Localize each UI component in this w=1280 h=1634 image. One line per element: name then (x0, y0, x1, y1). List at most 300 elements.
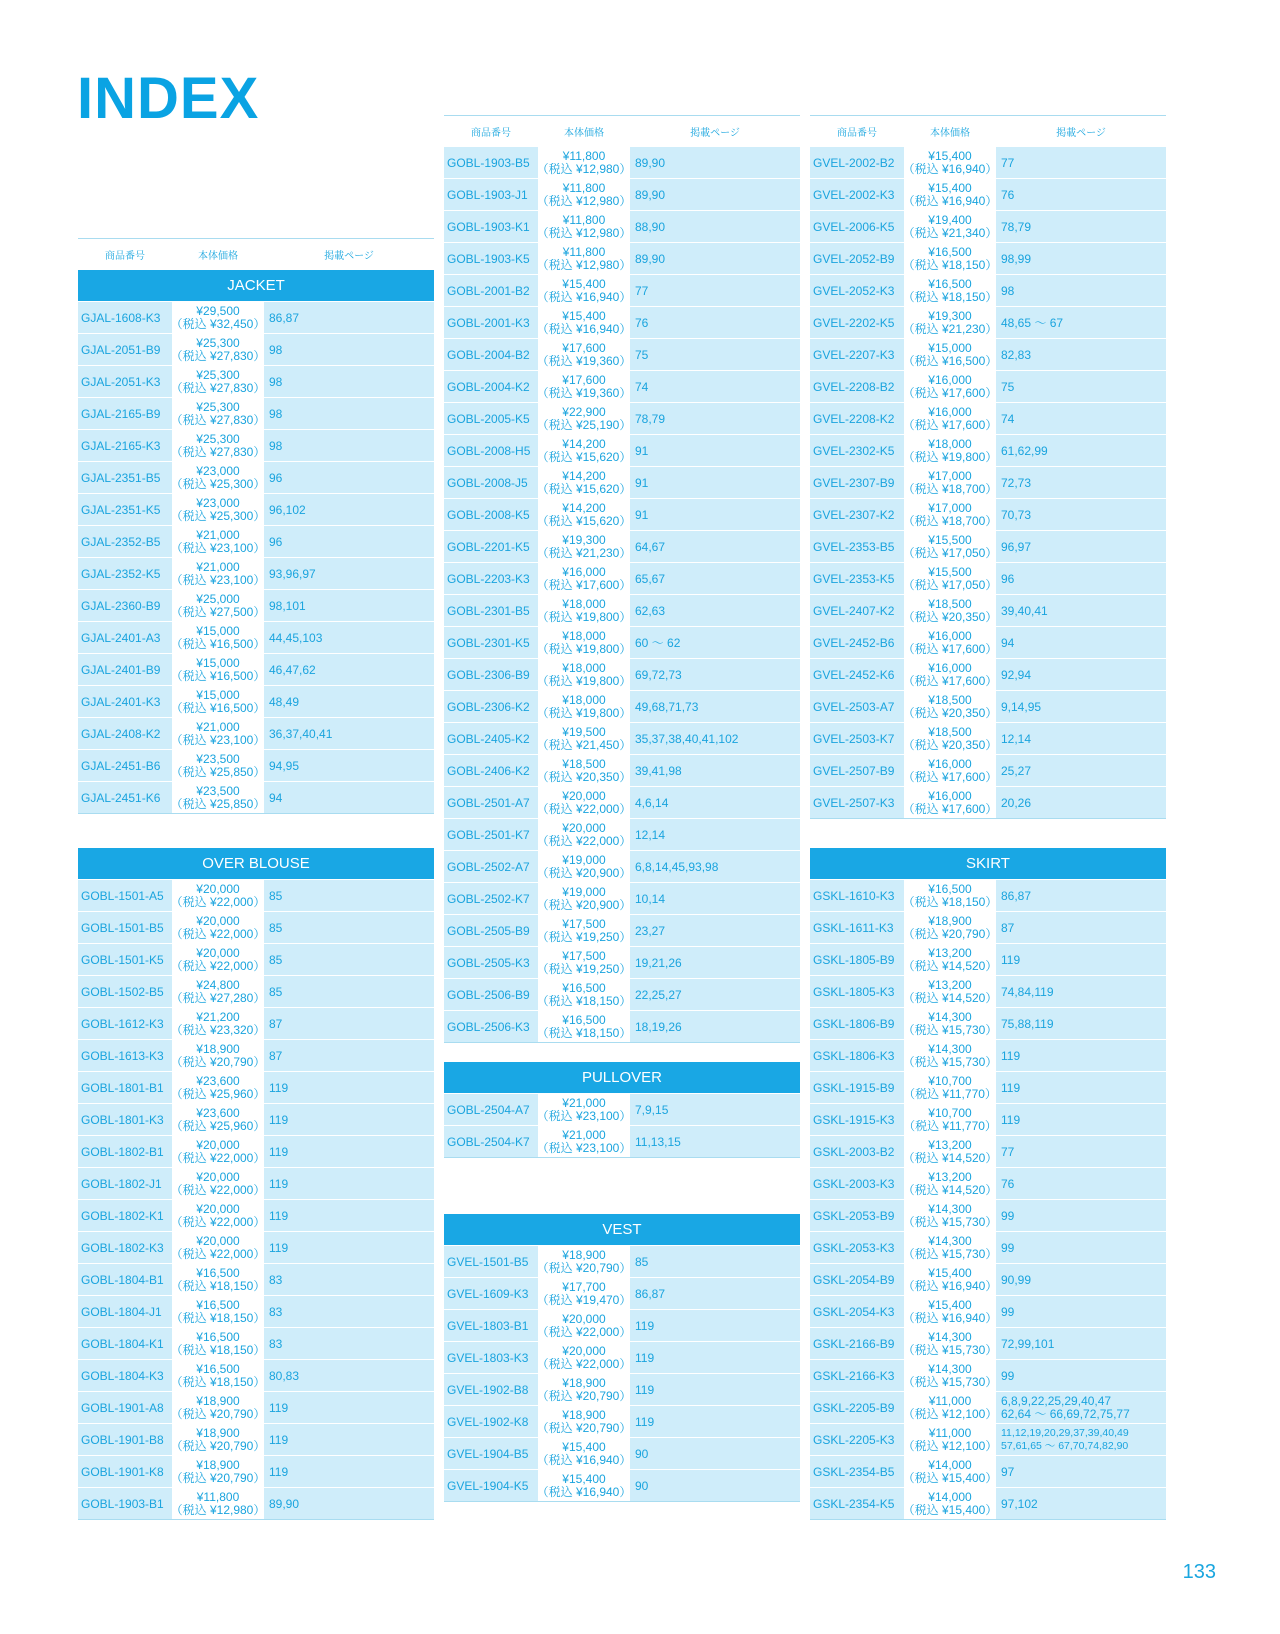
tax-included-price: （税込 ¥21,340） (902, 225, 998, 240)
base-price: ¥16,500 (196, 1297, 240, 1312)
base-price: ¥18,000 (562, 596, 606, 611)
tax-included-price: （税込 ¥22,000） (170, 1246, 266, 1261)
product-code: GVEL-1904-B5 (447, 1446, 529, 1461)
table-row (810, 211, 1166, 243)
product-code: GVEL-2006-K5 (813, 219, 895, 234)
base-price: ¥20,000 (196, 945, 240, 960)
base-price: ¥23,600 (196, 1105, 240, 1120)
base-price: ¥20,000 (196, 1169, 240, 1184)
tax-included-price: （税込 ¥19,250） (536, 929, 632, 944)
base-price: ¥18,500 (928, 692, 972, 707)
tax-included-price: （税込 ¥15,730） (902, 1246, 998, 1261)
table-row (444, 691, 800, 723)
page-numbers: 89,90 (269, 1496, 300, 1511)
base-price: ¥15,000 (196, 655, 240, 670)
price-cell (538, 1470, 630, 1501)
page-numbers: 46,47,62 (269, 662, 316, 677)
base-price: ¥19,300 (562, 532, 606, 547)
product-code: GOBL-1802-B1 (81, 1144, 164, 1159)
product-code: GOBL-2301-B5 (447, 603, 530, 618)
price-cell (172, 1296, 264, 1327)
product-code: GSKL-2354-B5 (813, 1464, 895, 1479)
base-price: ¥16,500 (562, 1012, 606, 1027)
product-code: GJAL-2401-A3 (81, 630, 161, 645)
tax-included-price: （税込 ¥25,850） (170, 796, 266, 811)
product-code: GOBL-2306-B9 (447, 667, 530, 682)
product-code: GJAL-2401-K3 (81, 694, 161, 709)
tax-included-price: （税込 ¥14,520） (902, 1182, 998, 1197)
table-row (78, 334, 434, 366)
table-row (810, 147, 1166, 179)
page-numbers: 22,25,27 (635, 987, 682, 1002)
tax-included-price: （税込 ¥22,000） (536, 833, 632, 848)
skirt-block (810, 848, 1166, 1520)
tax-included-price: （税込 ¥16,940） (902, 1278, 998, 1293)
product-code: GOBL-1502-B5 (81, 984, 164, 999)
header-code: 商品番号 (837, 128, 877, 139)
tax-included-price: （税込 ¥20,790） (536, 1260, 632, 1275)
page-numbers-line1: 11,12,19,20,29,37,39,40,49 (1001, 1426, 1129, 1439)
base-price: ¥16,500 (928, 881, 972, 896)
page-numbers-line1: 6,8,9,22,25,29,40,47 (1001, 1393, 1112, 1408)
page-numbers: 89,90 (635, 155, 666, 170)
tax-included-price: （税込 ¥18,700） (902, 481, 998, 496)
base-price: ¥25,300 (196, 335, 240, 350)
product-code: GSKL-2003-B2 (813, 1144, 895, 1159)
page-numbers: 119 (1001, 952, 1021, 967)
base-price: ¥20,000 (196, 1233, 240, 1248)
table-row (78, 1232, 434, 1264)
page-numbers: 96 (269, 470, 283, 485)
tax-included-price: （税込 ¥15,400） (902, 1470, 998, 1485)
table-row (78, 558, 434, 590)
page-numbers: 76 (1001, 1176, 1015, 1191)
page-numbers: 70,73 (1001, 507, 1032, 522)
product-code: GVEL-2207-K3 (813, 347, 895, 362)
table-row (78, 782, 434, 814)
tax-included-price: （税込 ¥19,800） (536, 673, 632, 688)
product-code: GVEL-1904-K5 (447, 1478, 529, 1493)
table-row (444, 1094, 800, 1126)
table-row (444, 339, 800, 371)
base-price: ¥16,500 (196, 1329, 240, 1344)
price-cell (172, 1392, 264, 1423)
product-code: GSKL-1805-B9 (813, 952, 895, 967)
base-price: ¥14,200 (562, 468, 606, 483)
price-cell (172, 366, 264, 397)
table-row (444, 627, 800, 659)
base-price: ¥21,000 (562, 1127, 606, 1142)
product-code: GSKL-2166-K3 (813, 1368, 895, 1383)
base-price: ¥14,300 (928, 1009, 972, 1024)
page-numbers: 90 (635, 1446, 649, 1461)
table-row (78, 944, 434, 976)
product-code: GOBL-1903-K1 (447, 219, 530, 234)
tax-included-price: （税込 ¥17,600） (902, 801, 998, 816)
base-price: ¥13,200 (928, 1137, 972, 1152)
table-row (444, 563, 800, 595)
table-row (78, 654, 434, 686)
page-numbers: 119 (269, 1144, 289, 1159)
product-code: GOBL-1901-B8 (81, 1432, 164, 1447)
product-code: GOBL-1801-K3 (81, 1112, 164, 1127)
header-price: 本体価格 (930, 128, 970, 139)
column-header (78, 238, 434, 270)
price-cell (172, 750, 264, 781)
price-cell (904, 339, 996, 370)
price-cell (904, 275, 996, 306)
page-numbers: 44,45,103 (269, 630, 323, 645)
price-cell (538, 563, 630, 594)
product-code: GJAL-2408-K2 (81, 726, 161, 741)
tax-included-price: （税込 ¥17,050） (902, 545, 998, 560)
header-code: 商品番号 (105, 251, 145, 262)
tax-included-price: （税込 ¥14,520） (902, 990, 998, 1005)
tax-included-price: （税込 ¥23,100） (170, 572, 266, 587)
page-numbers: 62,63 (635, 603, 666, 618)
tax-included-price: （税込 ¥18,150） (902, 894, 998, 909)
price-cell (904, 627, 996, 658)
product-code: GOBL-1804-J1 (81, 1304, 162, 1319)
table-row (810, 1488, 1166, 1520)
base-price: ¥15,400 (562, 1439, 606, 1454)
table-row (810, 243, 1166, 275)
product-code: GOBL-1901-K8 (81, 1464, 164, 1479)
price-cell (904, 1328, 996, 1359)
tax-included-price: （税込 ¥21,230） (902, 321, 998, 336)
price-cell (538, 851, 630, 882)
tax-included-price: （税込 ¥20,790） (902, 926, 998, 941)
price-cell (172, 1040, 264, 1071)
table-row (810, 1392, 1166, 1424)
base-price: ¥16,000 (928, 372, 972, 387)
base-price: ¥18,900 (928, 913, 972, 928)
page-numbers: 49,68,71,73 (635, 699, 699, 714)
tax-included-price: （税込 ¥15,620） (536, 513, 632, 528)
product-code: GJAL-2352-K5 (81, 566, 161, 581)
page-numbers: 19,21,26 (635, 955, 682, 970)
tax-included-price: （税込 ¥25,850） (170, 764, 266, 779)
page-numbers: 48,65 ～ 67 (1001, 316, 1064, 330)
table-row (78, 750, 434, 782)
product-code: GJAL-2165-K3 (81, 438, 161, 453)
page-numbers: 85 (269, 920, 283, 935)
base-price: ¥21,200 (196, 1009, 240, 1024)
tax-included-price: （税込 ¥25,960） (170, 1118, 266, 1133)
tax-included-price: （税込 ¥16,940） (536, 1452, 632, 1467)
header-page: 掲載ページ (1056, 128, 1106, 139)
price-cell (904, 1072, 996, 1103)
category-skirt: SKIRT (810, 848, 1166, 880)
price-cell (538, 755, 630, 786)
price-cell (904, 1296, 996, 1327)
page-numbers: 25,27 (1001, 763, 1032, 778)
over-blouse-continued-block (444, 115, 800, 1043)
base-price: ¥21,000 (562, 1095, 606, 1110)
table-row (444, 1246, 800, 1278)
price-cell (904, 435, 996, 466)
tax-included-price: （税込 ¥20,350） (902, 705, 998, 720)
page-numbers: 94,95 (269, 758, 300, 773)
page-numbers: 119 (269, 1464, 289, 1479)
product-code: GOBL-2201-K5 (447, 539, 530, 554)
base-price: ¥18,500 (928, 596, 972, 611)
tax-included-price: （税込 ¥17,600） (902, 417, 998, 432)
product-code: GSKL-2166-B9 (813, 1336, 895, 1351)
page-numbers: 75,88,119 (1001, 1016, 1054, 1031)
product-code: GVEL-2002-K3 (813, 187, 895, 202)
tax-included-price: （税込 ¥11,770） (903, 1118, 997, 1133)
table-row (810, 755, 1166, 787)
table-row (444, 915, 800, 947)
base-price: ¥17,700 (562, 1279, 606, 1294)
table-row (444, 307, 800, 339)
product-code: GVEL-2507-K3 (813, 795, 895, 810)
tax-included-price: （税込 ¥25,300） (170, 476, 266, 491)
base-price: ¥20,000 (196, 881, 240, 896)
price-cell (904, 976, 996, 1007)
base-price: ¥19,400 (928, 212, 972, 227)
product-code: GJAL-2165-B9 (81, 406, 161, 421)
price-cell (904, 755, 996, 786)
price-cell (904, 531, 996, 562)
product-code: GOBL-2501-A7 (447, 795, 530, 810)
page-numbers: 86,87 (635, 1286, 666, 1301)
tax-included-price: （税込 ¥22,000） (170, 1214, 266, 1229)
page-numbers: 119 (269, 1208, 289, 1223)
base-price: ¥17,500 (562, 948, 606, 963)
base-price: ¥14,000 (928, 1489, 972, 1504)
tax-included-price: （税込 ¥21,450） (536, 737, 632, 752)
column-header (444, 115, 800, 147)
tax-included-price: （税込 ¥12,980） (170, 1502, 266, 1517)
page-numbers-line2: 57,61,65 ～ 67,70,74,82,90 (1001, 1439, 1129, 1452)
product-code: GOBL-2001-B2 (447, 283, 530, 298)
table-row (810, 723, 1166, 755)
tax-included-price: （税込 ¥18,150） (170, 1310, 266, 1325)
page-numbers: 60 ～ 62 (635, 636, 681, 650)
base-price: ¥11,800 (196, 1489, 240, 1504)
tax-included-price: （税込 ¥17,600） (902, 673, 998, 688)
base-price: ¥14,300 (928, 1233, 972, 1248)
base-price: ¥15,400 (928, 148, 972, 163)
page-numbers: 85 (269, 984, 283, 999)
table-row (78, 622, 434, 654)
price-cell (904, 944, 996, 975)
product-code: GVEL-2208-B2 (813, 379, 895, 394)
price-cell (538, 307, 630, 338)
price-cell (538, 947, 630, 978)
base-price: ¥23,000 (196, 463, 240, 478)
product-code: GOBL-2506-K3 (447, 1019, 530, 1034)
page-numbers: 89,90 (635, 251, 666, 266)
base-price: ¥16,000 (928, 404, 972, 419)
table-row (810, 531, 1166, 563)
base-price: ¥15,000 (928, 340, 972, 355)
tax-included-price: （税込 ¥15,730） (902, 1022, 998, 1037)
page-numbers: 91 (635, 475, 649, 490)
price-cell (538, 979, 630, 1010)
base-price: ¥21,000 (196, 559, 240, 574)
table-row (444, 435, 800, 467)
page-numbers: 90 (635, 1478, 649, 1493)
tax-included-price: （税込 ¥23,100） (536, 1108, 632, 1123)
product-code: GSKL-1805-K3 (813, 984, 895, 999)
table-row (444, 211, 800, 243)
tax-included-price: （税込 ¥20,790） (536, 1420, 632, 1435)
header-price: 本体価格 (198, 251, 238, 262)
base-price: ¥20,000 (196, 1201, 240, 1216)
price-cell (172, 1104, 264, 1135)
page-numbers: 9,14,95 (1001, 699, 1042, 714)
product-code: GVEL-2353-K5 (813, 571, 895, 586)
page-numbers: 87 (269, 1048, 283, 1063)
base-price: ¥23,600 (196, 1073, 240, 1088)
product-code: GSKL-1915-K3 (813, 1112, 895, 1127)
price-cell (538, 371, 630, 402)
page-numbers: 23,27 (635, 923, 666, 938)
page-numbers: 119 (269, 1176, 289, 1191)
product-code: GVEL-2052-B9 (813, 251, 895, 266)
base-price: ¥15,400 (562, 308, 606, 323)
tax-included-price: （税込 ¥17,050） (902, 577, 998, 592)
category-jacket: JACKET (78, 270, 434, 302)
table-end-line (444, 1157, 800, 1158)
page-numbers (996, 1392, 1166, 1423)
table-row (78, 1168, 434, 1200)
page-numbers: 74 (1001, 411, 1015, 426)
base-price: ¥25,300 (196, 399, 240, 414)
price-cell (172, 1264, 264, 1295)
page-numbers: 86,87 (269, 310, 300, 325)
table-row (78, 718, 434, 750)
base-price: ¥13,200 (928, 1169, 972, 1184)
table-row (78, 1296, 434, 1328)
table-row (444, 467, 800, 499)
price-cell (538, 435, 630, 466)
tax-included-price: （税込 ¥16,500） (170, 636, 266, 651)
table-row (444, 819, 800, 851)
product-code: GOBL-1903-J1 (447, 187, 528, 202)
table-row (444, 979, 800, 1011)
product-code: GVEL-2503-K7 (813, 731, 895, 746)
base-price: ¥18,500 (562, 756, 606, 771)
page-numbers: 99 (1001, 1368, 1015, 1383)
page-numbers: 119 (635, 1382, 655, 1397)
base-price: ¥11,800 (562, 148, 606, 163)
price-cell (904, 1104, 996, 1135)
product-code: GOBL-2501-K7 (447, 827, 530, 842)
price-cell (172, 1072, 264, 1103)
product-code: GOBL-2505-B9 (447, 923, 530, 938)
base-price: ¥22,900 (562, 404, 606, 419)
base-price: ¥25,300 (196, 431, 240, 446)
tax-included-price: （税込 ¥20,900） (536, 865, 632, 880)
table-row (78, 526, 434, 558)
base-price: ¥29,500 (196, 303, 240, 318)
product-code: GSKL-2003-K3 (813, 1176, 895, 1191)
product-code: GVEL-1609-K3 (447, 1286, 529, 1301)
base-price: ¥17,000 (928, 468, 972, 483)
page-numbers: 98 (269, 342, 283, 357)
price-cell (172, 430, 264, 461)
header-price: 本体価格 (564, 128, 604, 139)
price-cell (538, 179, 630, 210)
base-price: ¥23,500 (196, 783, 240, 798)
tax-included-price: （税込 ¥22,000） (170, 894, 266, 909)
product-code: GOBL-2004-B2 (447, 347, 530, 362)
tax-included-price: （税込 ¥19,250） (536, 961, 632, 976)
page-numbers: 35,37,38,40,41,102 (635, 731, 739, 746)
tax-included-price: （税込 ¥20,900） (536, 897, 632, 912)
tax-included-price: （税込 ¥23,100） (170, 540, 266, 555)
product-code: GSKL-2054-B9 (813, 1272, 895, 1287)
page-numbers: 83 (269, 1272, 283, 1287)
base-price: ¥15,400 (928, 1265, 972, 1280)
price-cell (904, 659, 996, 690)
base-price: ¥15,400 (928, 1297, 972, 1312)
product-code: GJAL-2051-B9 (81, 342, 161, 357)
table-row (810, 371, 1166, 403)
page-numbers: 39,40,41 (1001, 603, 1048, 618)
table-end-line (444, 1501, 800, 1502)
base-price: ¥14,300 (928, 1041, 972, 1056)
product-code: GOBL-1903-B1 (81, 1496, 164, 1511)
price-cell (904, 1136, 996, 1167)
price-cell (538, 595, 630, 626)
product-code: GOBL-2203-K3 (447, 571, 530, 586)
product-code: GVEL-2302-K5 (813, 443, 895, 458)
page-numbers: 119 (269, 1080, 289, 1095)
product-code: GVEL-2202-K5 (813, 315, 895, 330)
tax-included-price: （税込 ¥16,940） (902, 161, 998, 176)
price-cell (538, 787, 630, 818)
base-price: ¥16,000 (928, 788, 972, 803)
price-cell (172, 944, 264, 975)
price-cell (538, 723, 630, 754)
product-code: GSKL-1806-K3 (813, 1048, 895, 1063)
tax-included-price: （税込 ¥16,500） (902, 353, 998, 368)
tax-included-price: （税込 ¥22,000） (170, 1150, 266, 1165)
price-cell (538, 1278, 630, 1309)
tax-included-price: （税込 ¥25,300） (170, 508, 266, 523)
product-code: GVEL-1803-B1 (447, 1318, 529, 1333)
page-numbers (996, 1424, 1166, 1455)
product-code: GOBL-1802-K3 (81, 1240, 164, 1255)
table-row (444, 947, 800, 979)
table-row (78, 398, 434, 430)
table-row (810, 691, 1166, 723)
tax-included-price: （税込 ¥20,790） (536, 1388, 632, 1403)
product-code: GSKL-2205-K3 (813, 1432, 895, 1447)
tax-included-price: （税込 ¥23,100） (536, 1140, 632, 1155)
tax-included-price: （税込 ¥11,770） (903, 1086, 997, 1101)
page-numbers: 119 (269, 1112, 289, 1127)
price-cell (172, 1200, 264, 1231)
tax-included-price: （税込 ¥15,400） (902, 1502, 998, 1517)
price-cell (538, 531, 630, 562)
base-price: ¥13,200 (928, 977, 972, 992)
table-row (444, 1310, 800, 1342)
price-cell (904, 1424, 996, 1455)
table-row (810, 1200, 1166, 1232)
product-code: GOBL-2301-K5 (447, 635, 530, 650)
table-row (810, 1360, 1166, 1392)
price-cell (538, 659, 630, 690)
price-cell (538, 1374, 630, 1405)
page-numbers: 89,90 (635, 187, 666, 202)
table-row (810, 179, 1166, 211)
